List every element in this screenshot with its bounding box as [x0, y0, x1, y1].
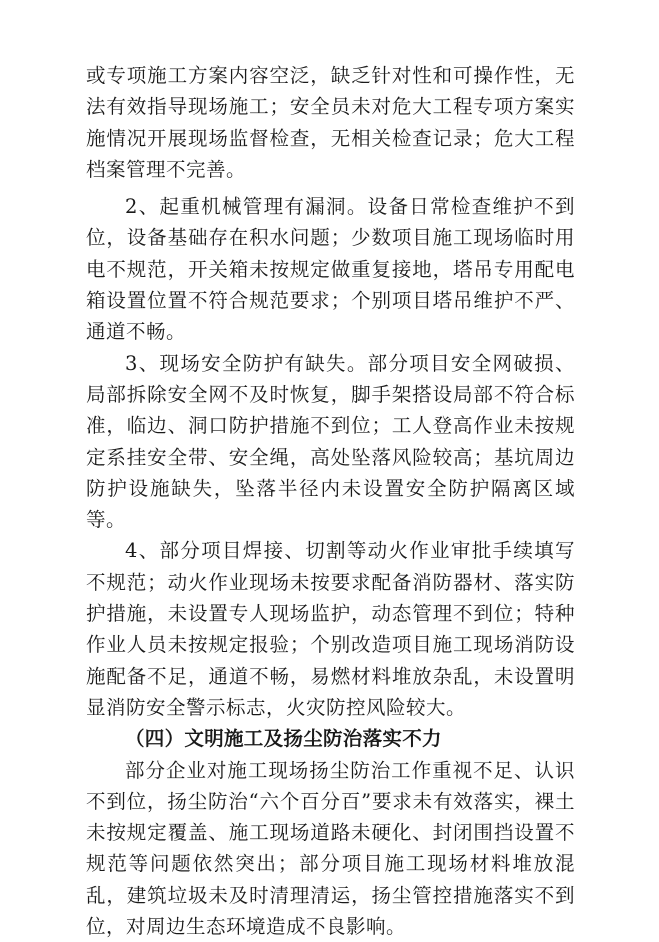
paragraph-continuation: 或专项施工方案内容空泛，缺乏针对性和可操作性，无法有效指导现场施工；安全员未对危大工程专项方案实施情况开展现场监督检查，无相关检查记录；危大工程档案管理不完善。 [86, 64, 575, 181]
paragraph-item-2: 2、起重机械管理有漏洞。设备日常检查维护不到位，设备基础存在积水问题；少数项目施工现场临时用电不规范，开关箱未按规定做重复接地，塔吊专用配电箱设置位置不符合规范要求；个别项目塔吊维护不严、通道不畅。 [86, 195, 575, 344]
paragraph-item-4: 4、部分项目焊接、切割等动火作业审批手续填写不规范；动火作业现场未按要求配备消防器材、落实防护措施，未设置专人现场监护，动态管理不到位；特种作业人员未按规定报验；个别改造项目施工现场消防设施配备不足，通道不畅，易燃材料堆放杂乱，未设置明显消防安全警示标志，火灾防控风险较大。 [86, 539, 575, 719]
section-heading-4: （四）文明施工及扬尘防治落实不力 [125, 727, 442, 751]
paragraph-section-4-body: 部分企业对施工现场扬尘防治工作重视不足、认识不到位，扬尘防治“六个百分百”要求未有效落实，裸土未按规定覆盖、施工现场道路未硬化、封闭围挡设置不规范等问题依然突出；部分项目施工现场材料堆放混乱，建筑垃圾未及时清理清运，扬尘管控措施落实不到位，对周边生态环境造成不良影响。 [86, 758, 575, 939]
paragraph-item-3: 3、现场安全防护有缺失。部分项目安全网破损、局部拆除安全网不及时恢复，脚手架搭设局部不符合标准，临边、洞口防护措施不到位；工人登高作业未按规定系挂安全带、安全绳，高处坠落风险较高；基坑周边防护设施缺失，坠落半径内未设置安全防护隔离区域等。 [86, 351, 575, 532]
